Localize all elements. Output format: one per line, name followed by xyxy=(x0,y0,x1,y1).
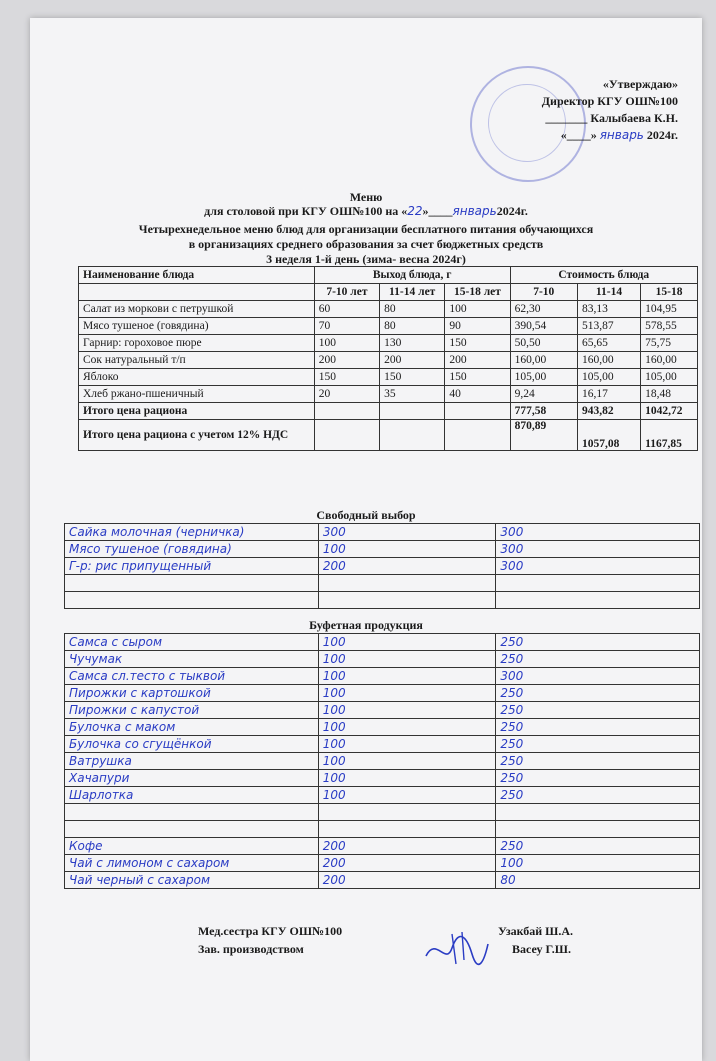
total-vat-11-14: 1057,08 xyxy=(577,420,640,451)
cost-11-14: 160,00 xyxy=(577,352,640,369)
date-mid: »____ xyxy=(422,204,453,218)
sub-col: 7-10 xyxy=(510,284,577,301)
cost-7-10: 9,24 xyxy=(510,386,577,403)
table-row xyxy=(65,770,700,787)
menu-title: Меню xyxy=(349,190,383,204)
item-qty: 100 xyxy=(318,668,496,685)
sub-col: 7-10 лет xyxy=(314,284,379,301)
output-15-18: 200 xyxy=(445,352,510,369)
item-name: Г-р: рис припущенный xyxy=(65,558,319,575)
output-15-18: 90 xyxy=(445,318,510,335)
item-price: 250 xyxy=(496,770,700,787)
item-price: 250 xyxy=(496,651,700,668)
total-15-18: 1042,72 xyxy=(641,403,698,420)
item-name xyxy=(65,821,319,838)
item-name: Шарлотка xyxy=(65,787,319,804)
cost-7-10: 105,00 xyxy=(510,369,577,386)
item-price: 300 xyxy=(496,668,700,685)
item-qty: 100 xyxy=(318,634,496,651)
total-vat-label: Итого цена рациона с учетом 12% НДС xyxy=(79,420,315,451)
handwritten-signature xyxy=(422,926,492,970)
table-row xyxy=(65,575,700,592)
document-page xyxy=(30,18,702,1061)
item-price: 250 xyxy=(496,736,700,753)
signature-name-2: Васеу Г.Ш. xyxy=(512,942,571,956)
table-row xyxy=(79,352,698,369)
item-qty: 100 xyxy=(318,770,496,787)
item-qty: 100 xyxy=(318,787,496,804)
col-output: Выход блюда, г xyxy=(314,267,510,284)
free-choice-table xyxy=(64,523,700,609)
buffet-table xyxy=(64,633,700,889)
table-row xyxy=(79,335,698,352)
menu-subtitle-1: Четырехнедельное меню блюд для организации бесплатного питания обучающихся xyxy=(138,222,594,236)
item-name: Сайка молочная (черничка) xyxy=(65,524,319,541)
item-price xyxy=(496,592,700,609)
cost-7-10: 160,00 xyxy=(510,352,577,369)
item-name: Хачапури xyxy=(65,770,319,787)
approval-line4 xyxy=(542,127,678,144)
table-row xyxy=(65,872,700,889)
total-row xyxy=(79,403,698,420)
item-name: Булочка со сгущёнкой xyxy=(65,736,319,753)
dish-name: Яблоко xyxy=(79,369,315,386)
approval-line1: «Утверждаю» xyxy=(602,77,678,91)
output-7-10: 150 xyxy=(314,369,379,386)
item-qty: 100 xyxy=(318,702,496,719)
menu-week-day: 3 неделя 1-й день (зима- весна 2024г) xyxy=(266,252,466,266)
output-7-10: 100 xyxy=(314,335,379,352)
item-name: Чай с лимоном с сахаром xyxy=(65,855,319,872)
cost-7-10: 62,30 xyxy=(510,301,577,318)
signature-production-head: Зав. производством xyxy=(198,942,304,956)
output-11-14: 80 xyxy=(380,318,445,335)
item-qty: 100 xyxy=(318,753,496,770)
item-price: 300 xyxy=(496,524,700,541)
table-row xyxy=(65,592,700,609)
free-choice-title: Свободный выбор xyxy=(316,508,416,522)
item-price: 250 xyxy=(496,753,700,770)
signature-nurse: Мед.сестра КГУ ОШ№100 xyxy=(198,924,343,938)
item-name: Самса с сыром xyxy=(65,634,319,651)
col-dish-name: Наименование блюда xyxy=(79,267,315,284)
item-name: Пирожки с картошкой xyxy=(65,685,319,702)
item-qty: 200 xyxy=(318,558,496,575)
menu-subtitle-2: в организациях среднего образования за счет бюджетных средств xyxy=(188,237,544,251)
sub-col: 11-14 xyxy=(577,284,640,301)
cost-15-18: 18,48 xyxy=(641,386,698,403)
sub-col: 15-18 xyxy=(641,284,698,301)
approval-month: январь xyxy=(599,128,644,142)
table-row xyxy=(79,301,698,318)
sub-col: 15-18 лет xyxy=(445,284,510,301)
cost-11-14: 83,13 xyxy=(577,301,640,318)
table-row xyxy=(65,787,700,804)
approval-day: «____» xyxy=(560,128,600,142)
date-suffix: 2024г. xyxy=(496,204,528,218)
output-11-14: 80 xyxy=(380,301,445,318)
table-row xyxy=(65,838,700,855)
item-qty: 100 xyxy=(318,651,496,668)
item-qty: 100 xyxy=(318,541,496,558)
item-qty: 100 xyxy=(318,685,496,702)
item-price: 250 xyxy=(496,838,700,855)
dish-name: Хлеб ржано-пшеничный xyxy=(79,386,315,403)
table-row xyxy=(79,318,698,335)
table-row xyxy=(79,386,698,403)
cost-7-10: 390,54 xyxy=(510,318,577,335)
table-row xyxy=(65,855,700,872)
cost-15-18: 578,55 xyxy=(641,318,698,335)
cost-11-14: 16,17 xyxy=(577,386,640,403)
item-price: 100 xyxy=(496,855,700,872)
cost-7-10: 50,50 xyxy=(510,335,577,352)
dish-name: Мясо тушеное (говядина) xyxy=(79,318,315,335)
output-15-18: 40 xyxy=(445,386,510,403)
item-name: Самса сл.тесто с тыквой xyxy=(65,668,319,685)
table-row xyxy=(65,541,700,558)
item-name xyxy=(65,592,319,609)
dish-name: Гарнир: гороховое пюре xyxy=(79,335,315,352)
item-price: 250 xyxy=(496,634,700,651)
output-7-10: 20 xyxy=(314,386,379,403)
table-row xyxy=(65,668,700,685)
cost-15-18: 75,75 xyxy=(641,335,698,352)
cost-15-18: 160,00 xyxy=(641,352,698,369)
approval-block xyxy=(542,76,678,144)
item-qty: 200 xyxy=(318,872,496,889)
item-qty: 200 xyxy=(318,855,496,872)
item-name: Кофе xyxy=(65,838,319,855)
item-price: 250 xyxy=(496,702,700,719)
date-month: январь xyxy=(452,204,497,218)
cost-11-14: 513,87 xyxy=(577,318,640,335)
table-row xyxy=(65,804,700,821)
item-qty: 200 xyxy=(318,838,496,855)
table-row xyxy=(65,685,700,702)
item-qty xyxy=(318,804,496,821)
output-15-18: 150 xyxy=(445,369,510,386)
item-qty: 100 xyxy=(318,719,496,736)
item-price: 250 xyxy=(496,719,700,736)
approval-line2: Директор КГУ ОШ№100 xyxy=(541,94,678,108)
date-prefix: для столовой при КГУ ОШ№100 на « xyxy=(204,204,408,218)
table-row xyxy=(65,719,700,736)
dish-name: Сок натуральный т/п xyxy=(79,352,315,369)
main-menu-table xyxy=(78,266,698,451)
table-row xyxy=(65,634,700,651)
table-row xyxy=(65,524,700,541)
cost-15-18: 104,95 xyxy=(641,301,698,318)
item-name xyxy=(65,804,319,821)
output-7-10: 70 xyxy=(314,318,379,335)
output-7-10: 60 xyxy=(314,301,379,318)
table-row xyxy=(65,821,700,838)
total-vat-7-10: 870,89 xyxy=(510,420,577,451)
signature-name-1: Узакбай Ш.А. xyxy=(498,924,574,938)
output-11-14: 150 xyxy=(380,369,445,386)
total-7-10: 777,58 xyxy=(510,403,577,420)
total-11-14: 943,82 xyxy=(577,403,640,420)
item-qty xyxy=(318,592,496,609)
item-name: Булочка с маком xyxy=(65,719,319,736)
item-price: 300 xyxy=(496,541,700,558)
item-name: Ватрушка xyxy=(65,753,319,770)
item-qty xyxy=(318,575,496,592)
cost-11-14: 105,00 xyxy=(577,369,640,386)
total-label: Итого цена рациона xyxy=(79,403,315,420)
item-price xyxy=(496,575,700,592)
cost-11-14: 65,65 xyxy=(577,335,640,352)
cost-15-18: 105,00 xyxy=(641,369,698,386)
output-7-10: 200 xyxy=(314,352,379,369)
table-row xyxy=(79,369,698,386)
table-row xyxy=(65,753,700,770)
item-name: Чай черный с сахаром xyxy=(65,872,319,889)
date-day: 22 xyxy=(407,204,423,218)
table-row xyxy=(65,702,700,719)
item-name: Пирожки с капустой xyxy=(65,702,319,719)
item-name: Мясо тушеное (говядина) xyxy=(65,541,319,558)
dish-name: Салат из моркови с петрушкой xyxy=(79,301,315,318)
col-cost: Стоимость блюда xyxy=(510,267,697,284)
item-name xyxy=(65,575,319,592)
output-11-14: 130 xyxy=(380,335,445,352)
total-vat-15-18: 1167,85 xyxy=(641,420,698,451)
output-11-14: 35 xyxy=(380,386,445,403)
item-name: Чучумак xyxy=(65,651,319,668)
total-vat-row xyxy=(79,420,698,451)
item-price: 80 xyxy=(496,872,700,889)
table-row xyxy=(65,558,700,575)
item-qty xyxy=(318,821,496,838)
output-15-18: 150 xyxy=(445,335,510,352)
item-price: 250 xyxy=(496,787,700,804)
item-price xyxy=(496,804,700,821)
item-price: 300 xyxy=(496,558,700,575)
sub-col: 11-14 лет xyxy=(380,284,445,301)
item-price: 250 xyxy=(496,685,700,702)
item-qty: 300 xyxy=(318,524,496,541)
item-qty: 100 xyxy=(318,736,496,753)
approval-line3: _______ Калыбаева К.Н. xyxy=(545,111,678,125)
item-price xyxy=(496,821,700,838)
approval-year: 2024г. xyxy=(643,128,678,142)
output-15-18: 100 xyxy=(445,301,510,318)
table-row xyxy=(65,736,700,753)
table-row xyxy=(65,651,700,668)
output-11-14: 200 xyxy=(380,352,445,369)
menu-date-line xyxy=(30,204,702,218)
buffet-title: Буфетная продукция xyxy=(309,618,423,632)
